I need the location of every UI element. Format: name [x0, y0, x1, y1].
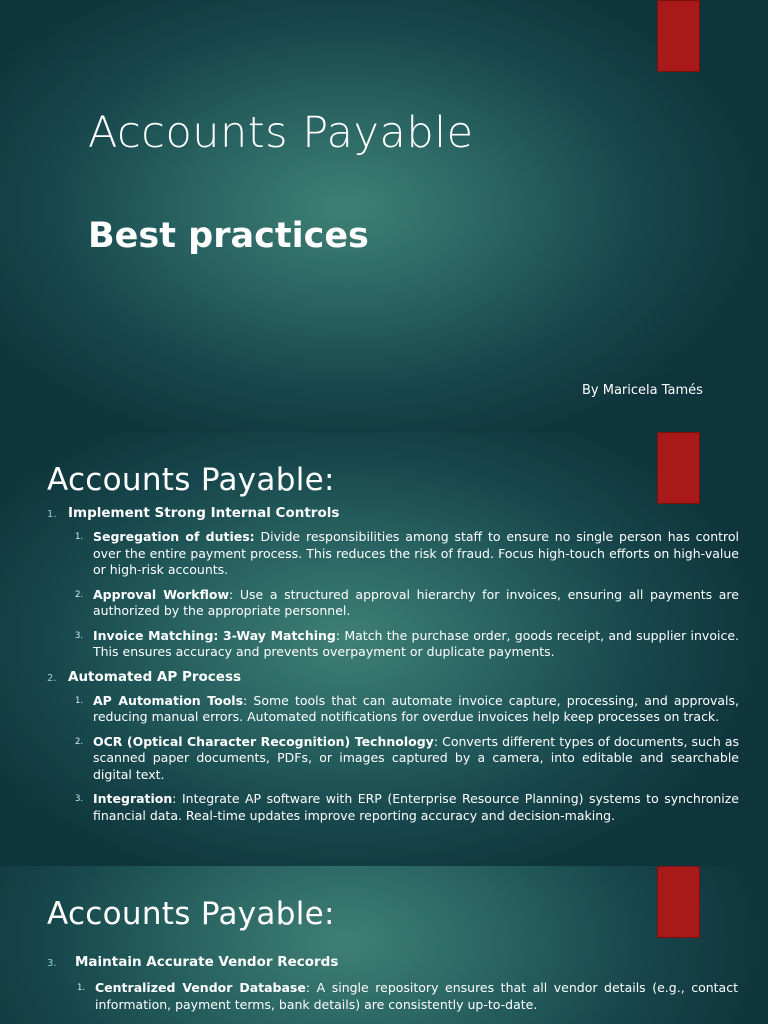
section-title: Automated AP Process: [68, 668, 242, 685]
item-body: : Match the purchase order, goods receipt, and supplier invoice. This ensures accuracy and prevents overpayment or duplicate payments.: [93, 627, 739, 659]
content-slide-1: [0, 432, 768, 866]
section-number: 1.: [47, 509, 57, 520]
list-item: [47, 954, 747, 1013]
item-text: [93, 628, 739, 661]
red-accent-bar: [657, 0, 700, 72]
item-label: AP Automation Tools: [93, 692, 244, 708]
content-slide-2: [0, 866, 768, 1024]
list-item: [47, 505, 747, 661]
item-label: OCR (Optical Character Recognition) Technology: [93, 733, 434, 749]
item-text: [95, 980, 738, 1013]
red-accent-bar: [657, 432, 700, 504]
author-byline: By Maricela Tamés: [582, 383, 703, 398]
list-item: [75, 791, 747, 824]
red-accent-bar: [657, 866, 700, 938]
item-text: [93, 791, 739, 824]
section-number: 3.: [47, 958, 57, 969]
item-body: : Integrate AP software with ERP (Enterprise Resource Planning) systems to synchronize financial data. Real-time updates improve reporting accuracy and decision-making.: [93, 791, 739, 823]
title-slide: [0, 0, 768, 432]
item-text: [93, 693, 739, 726]
section-header: [47, 954, 747, 970]
slide-heading: Accounts Payable:: [47, 896, 335, 932]
sub-list: [47, 529, 747, 661]
item-body: : Some tools that can automate invoice capture, processing, and approvals, reducing manual errors. Automated notifications for overdue invoices help keep processes on track.: [93, 692, 739, 724]
item-number: 3.: [75, 630, 84, 641]
item-number: 2.: [75, 736, 84, 747]
slide-heading: Accounts Payable:: [47, 462, 335, 498]
slide-title: Accounts Payable: [88, 108, 474, 158]
item-body: : A single repository ensures that all vendor details (e.g., contact information, payment terms, bank details) are consistently up-to-date.: [95, 980, 738, 1012]
list-item: [47, 669, 747, 825]
list-item: [75, 628, 747, 661]
item-number: 1.: [77, 983, 86, 993]
item-number: 2.: [75, 589, 84, 600]
item-body: Divide responsibilities among staff to ensure no single person has control over the entire payment process. This reduces the risk of fraud. Focus high-touch efforts on high-value or high-risk accounts.: [93, 529, 740, 577]
sub-list: [47, 980, 747, 1013]
item-number: 1.: [75, 532, 84, 542]
slide-subtitle: Best practices: [88, 216, 369, 256]
main-list: [47, 505, 747, 832]
item-body: : Use a structured approval hierarchy for invoices, ensuring all payments are authorized by the appropriate personnel.: [93, 586, 739, 618]
item-number: 1.: [75, 695, 84, 706]
item-text: [93, 587, 739, 620]
section-number: 2.: [47, 672, 57, 684]
item-text: [93, 734, 739, 784]
item-label: Invoice Matching: 3-Way Matching: [93, 627, 336, 643]
item-label: Integration: [93, 791, 173, 806]
item-label: Segregation of duties:: [93, 529, 255, 544]
section-header: [47, 669, 747, 685]
section-title: Maintain Accurate Vendor Records: [75, 954, 339, 970]
item-number: 3.: [75, 794, 84, 804]
list-item: [77, 980, 747, 1013]
item-body: : Converts different types of documents, such as scanned paper documents, PDFs, or images captured by a camera, into editable and searchable digital text.: [93, 733, 739, 782]
main-list: [47, 954, 747, 1021]
list-item: [75, 734, 747, 784]
item-label: Approval Workflow: [93, 586, 230, 602]
item-text: [93, 529, 739, 579]
list-item: [75, 587, 747, 620]
section-header: [47, 505, 747, 521]
section-title: Implement Strong Internal Controls: [68, 505, 340, 521]
list-item: [75, 693, 747, 726]
sub-list: [47, 693, 747, 825]
list-item: [75, 529, 747, 579]
item-label: Centralized Vendor Database: [95, 980, 306, 995]
